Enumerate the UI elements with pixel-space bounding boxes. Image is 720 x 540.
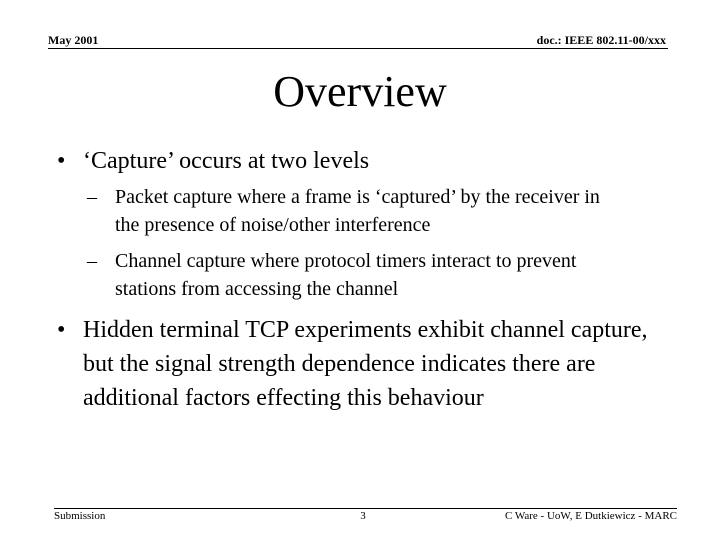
sub-bullet-text: Channel capture where protocol timers interact to prevent stations from accessing the channel — [115, 250, 577, 300]
bullet-text: ‘Capture’ occurs at two levels — [83, 148, 370, 174]
sub-bullet-marker: – — [87, 250, 97, 272]
header-rule — [48, 48, 668, 49]
header-doc-id: doc.: IEEE 802.11-00/xxx — [536, 33, 666, 47]
page-number: 3 — [360, 510, 366, 522]
bullet-marker: • — [57, 317, 66, 343]
footer-submission: Submission — [54, 510, 106, 522]
sub-bullet-marker: – — [87, 186, 97, 208]
footer-authors: C Ware - UoW, E Dutkiewicz - MARC — [504, 510, 677, 522]
sub-bullet-text: Packet capture where a frame is ‘captured’ by the receiver in the presence of noise/other interference — [115, 186, 600, 236]
slide-title: Overview — [273, 67, 447, 116]
bullet-text: Hidden terminal TCP experiments exhibit channel capture, but the signal strength dependence indicates there are additional factors effecting this behaviour — [83, 317, 648, 411]
footer-rule — [54, 508, 677, 509]
bullet-marker: • — [57, 148, 66, 174]
header-date: May 2001 — [48, 33, 99, 47]
